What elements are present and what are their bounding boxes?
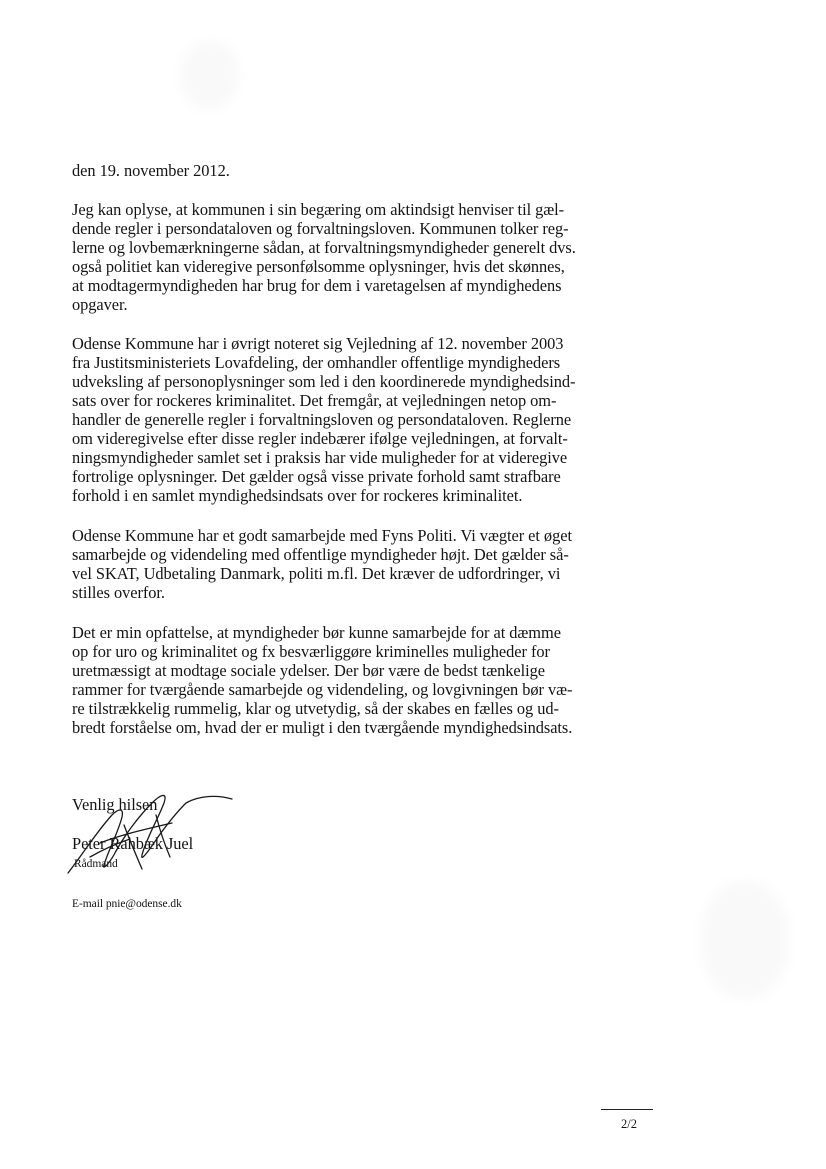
paragraph-line: Jeg kan oplyse, at kommunen i sin begæring om aktindsigt henviser til gæl- xyxy=(72,200,565,219)
footer-rule xyxy=(601,1109,653,1110)
paragraph-line: fra Justitsministeriets Lovafdeling, der omhandler offentlige myndigheders xyxy=(72,353,561,372)
paragraph-line: vel SKAT, Udbetaling Danmark, politi m.fl. Det kræver de udfordringer, vi xyxy=(72,564,561,583)
paragraph-line: rammer for tværgående samarbejde og videndeling, og lovgivningen bør væ- xyxy=(72,680,573,699)
paragraph-line: om videregivelse efter disse regler indebærer ifølge vejledningen, at forvalt- xyxy=(72,429,568,448)
paragraph-line: samarbejde og videndeling med offentlige myndigheder højt. Det gælder så- xyxy=(72,545,569,564)
paragraph-line: at modtagermyndigheden har brug for dem i varetagelsen af myndighedens xyxy=(72,276,562,295)
contact-email: E-mail pnie@odense.dk xyxy=(72,898,182,910)
paragraph-line: også politiet kan videregive personfølsomme oplysninger, hvis det skønnes, xyxy=(72,257,565,276)
paragraph-line: uretmæssigt at modtage sociale ydelser. Der bør være de bedst tænkelige xyxy=(72,661,546,680)
paragraph-line: stilles overfor. xyxy=(72,583,165,602)
paragraph-line: fortrolige oplysninger. Det gælder også visse private forhold samt strafbare xyxy=(72,467,561,486)
closing-greeting: Venlig hilsen xyxy=(72,795,158,814)
paragraph-line: opgaver. xyxy=(72,295,128,314)
page-number: 2/2 xyxy=(621,1117,637,1131)
paragraph-line: dende regler i persondataloven og forvaltningsloven. Kommunen tolker reg- xyxy=(72,219,569,238)
paragraph-line: forhold i en samlet myndighedsindsats over for rockeres kriminalitet. xyxy=(72,486,523,505)
scan-smudge xyxy=(180,40,240,110)
paragraph-line: handler de generelle regler i forvaltningsloven og persondataloven. Reglerne xyxy=(72,410,572,429)
signer-title: Rådmand xyxy=(74,858,118,870)
paragraph-line: ningsmyndigheder samlet set i praksis har vide muligheder for at videregive xyxy=(72,448,568,467)
paragraph-line: op for uro og kriminalitet og fx besværliggøre kriminelles muligheder for xyxy=(72,642,550,661)
letter-date: den 19. november 2012. xyxy=(72,161,230,180)
paragraph-line: Det er min opfattelse, at myndigheder bør kunne samarbejde for at dæmme xyxy=(72,623,561,642)
paragraph-line: Odense Kommune har et godt samarbejde med Fyns Politi. Vi vægter et øget xyxy=(72,526,572,545)
signer-name: Peter Rahbæk Juel xyxy=(72,834,194,853)
paragraph-line: udveksling af personoplysninger som led i den koordinerede myndighedsind- xyxy=(72,372,576,391)
paragraph-line: sats over for rockeres kriminalitet. Det fremgår, at vejledningen netop om- xyxy=(72,391,557,410)
paragraph-line: bredt forståelse om, hvad der er muligt i den tværgående myndighedsindsats. xyxy=(72,718,573,737)
scan-smudge xyxy=(700,880,790,1000)
paragraph-line: lerne og lovbemærkningerne sådan, at forvaltningsmyndigheder generelt dvs. xyxy=(72,238,576,257)
paragraph-line: re tilstrækkelig rummelig, klar og utvetydig, så der skabes en fælles og ud- xyxy=(72,699,559,718)
handwritten-signature xyxy=(60,785,235,880)
paragraph-line: Odense Kommune har i øvrigt noteret sig Vejledning af 12. november 2003 xyxy=(72,334,564,353)
